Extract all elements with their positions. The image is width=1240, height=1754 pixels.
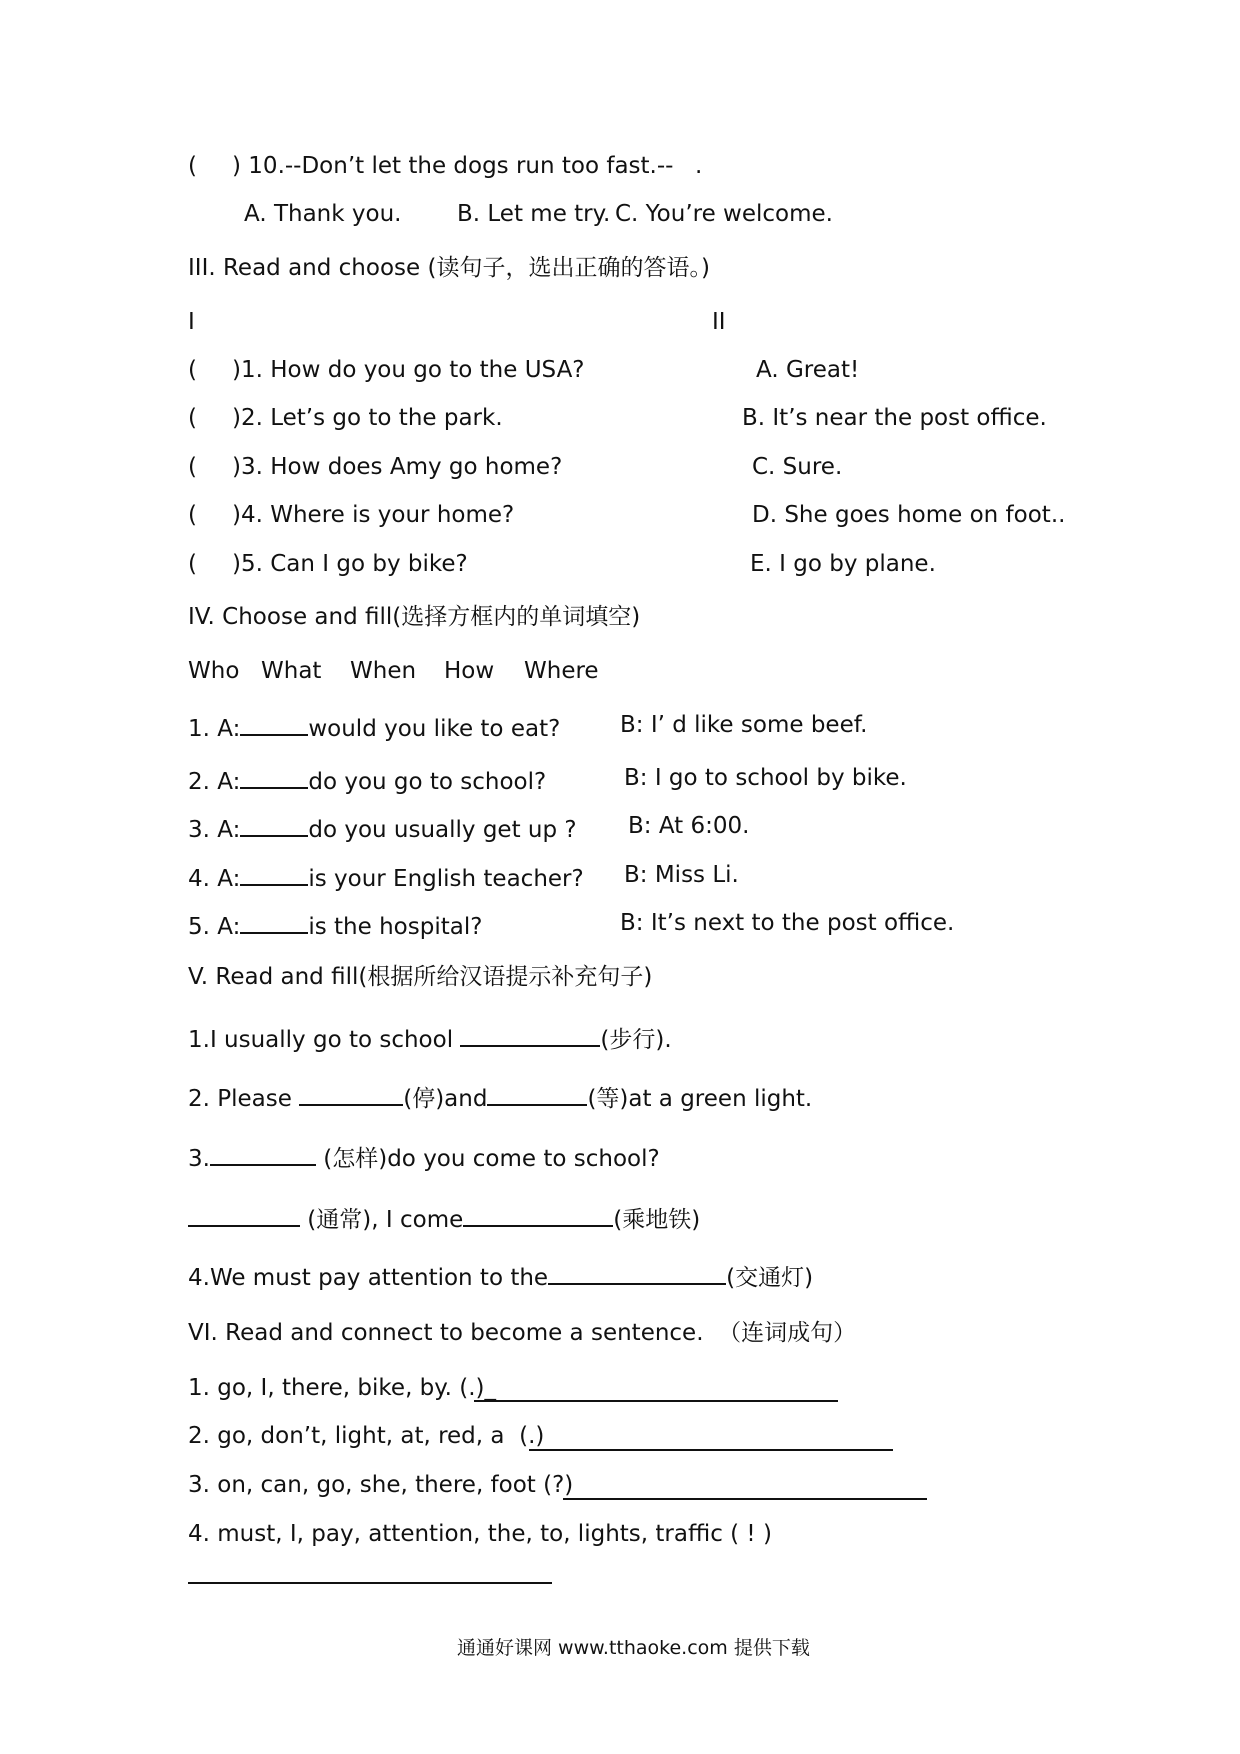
s3-item-5-paren: ( bbox=[188, 551, 197, 577]
s5-item-3-answer: (通常), I come (乘地铁) bbox=[188, 1205, 700, 1232]
section-4-heading: IV. Choose and fill(选择方框内的单词填空) bbox=[188, 604, 641, 630]
s6-item-3: 3. on, can, go, she, there, foot (?) bbox=[188, 1472, 574, 1498]
section-3-column-1-label: I bbox=[188, 309, 195, 335]
fill-blank[interactable] bbox=[548, 1263, 726, 1285]
section-6-heading: VI. Read and connect to become a sentence. （连词成句） bbox=[188, 1320, 857, 1346]
s6-item-1: 1. go, I, there, bike, by. (.)_ bbox=[188, 1375, 496, 1401]
word-box-who: Who bbox=[188, 658, 240, 684]
s4-item-4: 4. A: is your English teacher? bbox=[188, 866, 584, 892]
section-3-heading: III. Read and choose (读句子，选出正确的答语。) bbox=[188, 255, 710, 281]
section-5-heading: V. Read and fill(根据所给汉语提示补充句子) bbox=[188, 964, 653, 990]
answer-line-4[interactable] bbox=[188, 1582, 552, 1584]
word-box-what: What bbox=[261, 658, 322, 684]
s4-item-3: 3. A: do you usually get up ? bbox=[188, 817, 577, 843]
word-box-how: How bbox=[444, 658, 495, 684]
s3-answer-c: C. Sure. bbox=[752, 454, 843, 480]
s3-item-2-question: )2. Let’s go to the park. bbox=[232, 405, 503, 431]
s5-item-2: 2. Please (停)and (等)at a green light. bbox=[188, 1086, 813, 1112]
s4-item-1-answer: B: I’ d like some beef. bbox=[620, 712, 868, 738]
s6-item-4: 4. must, I, pay, attention, the, to, lights, traffic ( ! ) bbox=[188, 1521, 772, 1547]
answer-line-2[interactable] bbox=[529, 1449, 893, 1451]
fill-blank[interactable] bbox=[240, 767, 308, 789]
s3-item-1-question: )1. How do you go to the USA? bbox=[232, 357, 585, 383]
q10-answer-end: . bbox=[695, 153, 703, 179]
footer-source: 通通好课网 www.tthaoke.com 提供下载 bbox=[457, 1637, 810, 1659]
s3-answer-a: A. Great! bbox=[756, 357, 860, 383]
fill-blank[interactable] bbox=[188, 1205, 300, 1227]
s4-item-5: 5. A: is the hospital? bbox=[188, 914, 483, 940]
fill-blank[interactable] bbox=[240, 864, 308, 886]
fill-blank[interactable] bbox=[240, 912, 308, 934]
fill-blank[interactable] bbox=[210, 1144, 316, 1166]
fill-blank[interactable] bbox=[460, 1025, 600, 1047]
s4-item-5-answer: B: It’s next to the post office. bbox=[620, 910, 955, 936]
s3-item-5-question: )5. Can I go by bike? bbox=[232, 551, 468, 577]
answer-line-3[interactable] bbox=[563, 1498, 927, 1500]
fill-blank[interactable] bbox=[299, 1084, 403, 1106]
s3-item-4-paren: ( bbox=[188, 502, 197, 528]
s4-item-2-answer: B: I go to school by bike. bbox=[624, 765, 907, 791]
s4-item-1: 1. A: would you like to eat? bbox=[188, 716, 561, 742]
s3-item-3-question: )3. How does Amy go home? bbox=[232, 454, 563, 480]
s5-item-1: 1.I usually go to school (步行). bbox=[188, 1027, 672, 1053]
s3-answer-b: B. It’s near the post office. bbox=[742, 405, 1047, 431]
fill-blank[interactable] bbox=[487, 1084, 587, 1106]
q10-paren-open: ( bbox=[188, 153, 197, 179]
answer-line-1[interactable] bbox=[474, 1400, 838, 1402]
q10-question: ) 10.--Don’t let the dogs run too fast.-- bbox=[232, 153, 674, 179]
s3-item-2-paren: ( bbox=[188, 405, 197, 431]
fill-blank[interactable] bbox=[463, 1205, 613, 1227]
s3-item-1-paren: ( bbox=[188, 357, 197, 383]
s4-item-3-answer: B: At 6:00. bbox=[628, 813, 750, 839]
s3-answer-d: D. She goes home on foot.. bbox=[752, 502, 1066, 528]
section-3-column-2-label: II bbox=[712, 309, 726, 335]
q10-option-a: A. Thank you. bbox=[244, 201, 402, 227]
fill-blank[interactable] bbox=[240, 815, 308, 837]
word-box-where: Where bbox=[524, 658, 599, 684]
s6-item-2: 2. go, don’t, light, at, red, a (.) bbox=[188, 1423, 545, 1449]
s5-item-4: 4.We must pay attention to the (交通灯) bbox=[188, 1265, 814, 1291]
s4-item-4-answer: B: Miss Li. bbox=[624, 862, 739, 888]
s3-answer-e: E. I go by plane. bbox=[750, 551, 936, 577]
fill-blank[interactable] bbox=[240, 714, 308, 736]
q10-option-b: B. Let me try. bbox=[457, 201, 611, 227]
s4-item-2: 2. A: do you go to school? bbox=[188, 769, 547, 795]
s5-item-3: 3. (怎样)do you come to school? bbox=[188, 1146, 660, 1172]
q10-option-c: C. You’re welcome. bbox=[615, 201, 833, 227]
word-box-when: When bbox=[350, 658, 417, 684]
s3-item-3-paren: ( bbox=[188, 454, 197, 480]
s3-item-4-question: )4. Where is your home? bbox=[232, 502, 515, 528]
